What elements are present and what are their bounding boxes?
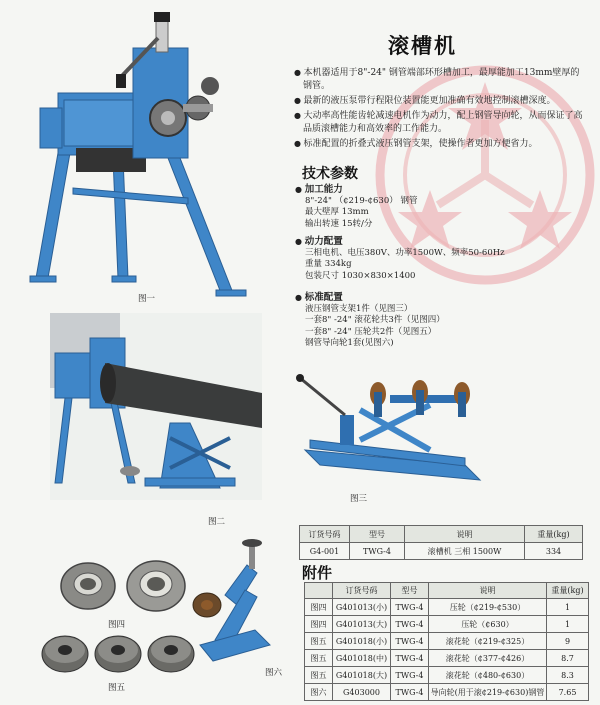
table-row: 图五 G401018(中) TWG-4 滚花轮（¢377-¢426） 8.7 [305,650,589,667]
product-title: 滚槽机 [388,33,457,58]
feature-item: ● 标准配置的折叠式液压钢管支架，使操作者更加方便省力。 [294,139,538,149]
order-table-header: 订货号码 型号 说明 重量(kg) [300,526,583,543]
figure-6-label: 图六 [265,668,283,678]
accessories-header: 订货号码 型号 说明 重量(kg) [305,583,589,599]
figure-1-machine [18,8,268,298]
table-row: G4-001 TWG-4 滚槽机 三相 1500W 334 [300,543,583,560]
figure-1-label: 图一 [138,294,156,304]
figure-2-photo [50,313,262,500]
table-row: 图四 G401013(大) TWG-4 压轮（¢630） 1 [305,616,589,633]
figure-4-pressure-wheels [58,560,188,615]
table-row: 图四 G401013(小) TWG-4 压轮（¢219-¢530） 1 [305,599,589,616]
table-row: 图五 G401018(小) TWG-4 滚花轮（¢219-¢325） 9 [305,633,589,650]
figure-6-guide-wheel [185,535,295,675]
specs-title: 技术参数 [302,166,358,182]
table-row: 图六 G403000 TWG-4 导向轮(用于滚¢219-¢630)钢管 7.65 [305,684,589,701]
feature-item: ● 最新的液压泵带行程限位装置能更加准确有效地控制滚槽深度。 [294,96,556,106]
figure-3-label: 图三 [350,494,368,504]
figure-2-label: 图二 [208,517,226,527]
spec-group-power: ● 动力配置 三相电机、电压380V、功率1500W、频率50-60Hz 重量 334kg 包装尺寸 1030×830×1400 [295,236,505,281]
accessories-title: 附件 [302,564,333,582]
figure-2-drawing [50,313,262,500]
figure-4-label: 图四 [108,620,126,630]
order-table [299,525,583,560]
spec-group-capacity: ● 加工能力 8"-24" （¢219-¢630） 钢管 最大壁厚 13mm 输出转速 15转/分 [295,184,418,229]
figure-5-knurl-wheels [40,630,200,678]
feature-item: ● 本机器适用于8"-24" 钢管端部环形槽加工，最厚能加工13mm壁厚的钢管。 [294,68,580,91]
accessories-table [304,582,589,701]
spec-group-standard: ● 标准配置 液压钢管支架1件（见图三） 一套8" -24" 滚花轮共3件（见图四） 一套8" -24" 压轮共2件（见图五） 钢管导向轮1套(见图六) [295,292,445,348]
figure-5-label: 图五 [108,683,126,693]
figure-3-pipe-stand [290,370,505,495]
table-row: 图五 G401018(大) TWG-4 滚花轮（¢480-¢630） 8.3 [305,667,589,684]
feature-list [294,66,586,152]
feature-item: ● 大动率高性能齿轮减速电机作为动力，配上钢管导向轮，从而保证了高品质滚槽能力和高效率的工作能力。 [294,111,583,134]
